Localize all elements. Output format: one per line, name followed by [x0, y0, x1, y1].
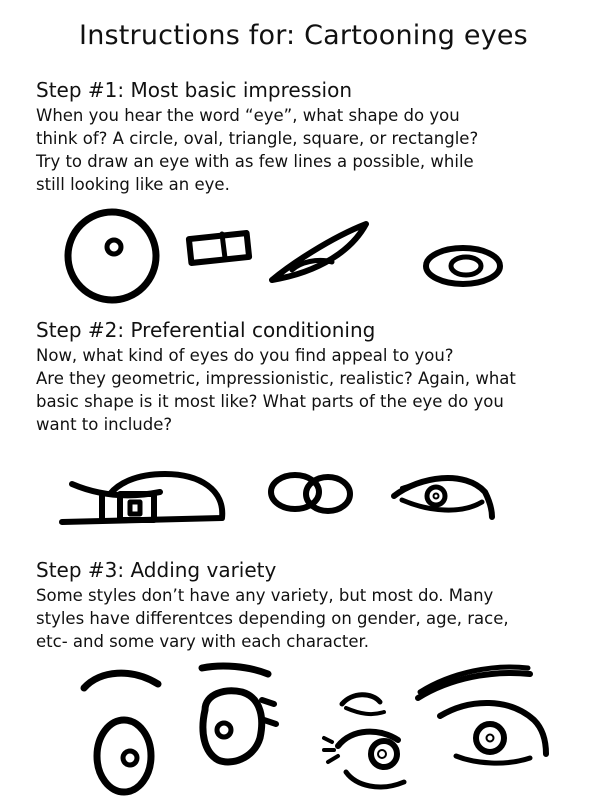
step-3-text — [36, 584, 596, 653]
oval-eye-drawing — [426, 248, 500, 284]
step-2-line: want to include? — [36, 415, 173, 434]
step-2-heading: Step #2: Preferential conditioning — [36, 318, 376, 342]
step-3-line: Some styles don’t have any variety, but most do. Many — [36, 586, 494, 605]
diamond-eye-drawing — [272, 224, 366, 280]
circle-eye-drawing — [68, 212, 156, 300]
step-3-line: etc- and some vary with each character. — [36, 632, 370, 651]
step-1-text — [36, 104, 596, 196]
step-1-line: still looking like an eye. — [36, 175, 230, 194]
overlapping-rings-eye-drawing — [271, 475, 350, 511]
step-1-line: Try to draw an eye with as few lines a possible, while — [36, 152, 474, 171]
angled-eye-with-brow-drawing — [202, 666, 276, 762]
step-3-heading: Step #3: Adding variety — [36, 558, 277, 582]
step-3-drawings — [0, 658, 607, 798]
round-eye-with-brow-drawing — [84, 673, 158, 792]
step-2-line: Now, what kind of eyes do you find appeal to you? — [36, 346, 454, 365]
rectangle-eye-drawing — [189, 233, 249, 263]
step-1-line: When you hear the word “eye”, what shape do you — [36, 106, 460, 125]
step-1-drawings — [0, 210, 607, 300]
realistic-eye-drawing — [394, 478, 492, 517]
step-2-drawings — [0, 462, 607, 534]
step-1-line: think of? A circle, oval, triangle, square, or rectangle? — [36, 129, 479, 148]
step-3-line: styles have differentces depending on gender, age, race, — [36, 609, 509, 628]
lashed-eye-drawing — [324, 695, 404, 787]
step-2-line: Are they geometric, impressionistic, realistic? Again, what — [36, 369, 516, 388]
step-2-text — [36, 344, 596, 436]
step-2-line: basic shape is it most like? What parts of the eye do you — [36, 392, 504, 411]
step-1-heading: Step #1: Most basic impression — [36, 78, 352, 102]
heavy-brow-eye-drawing — [418, 667, 546, 763]
page-title: Instructions for: Cartooning eyes — [79, 20, 528, 51]
half-dome-eye-drawing — [62, 474, 222, 522]
